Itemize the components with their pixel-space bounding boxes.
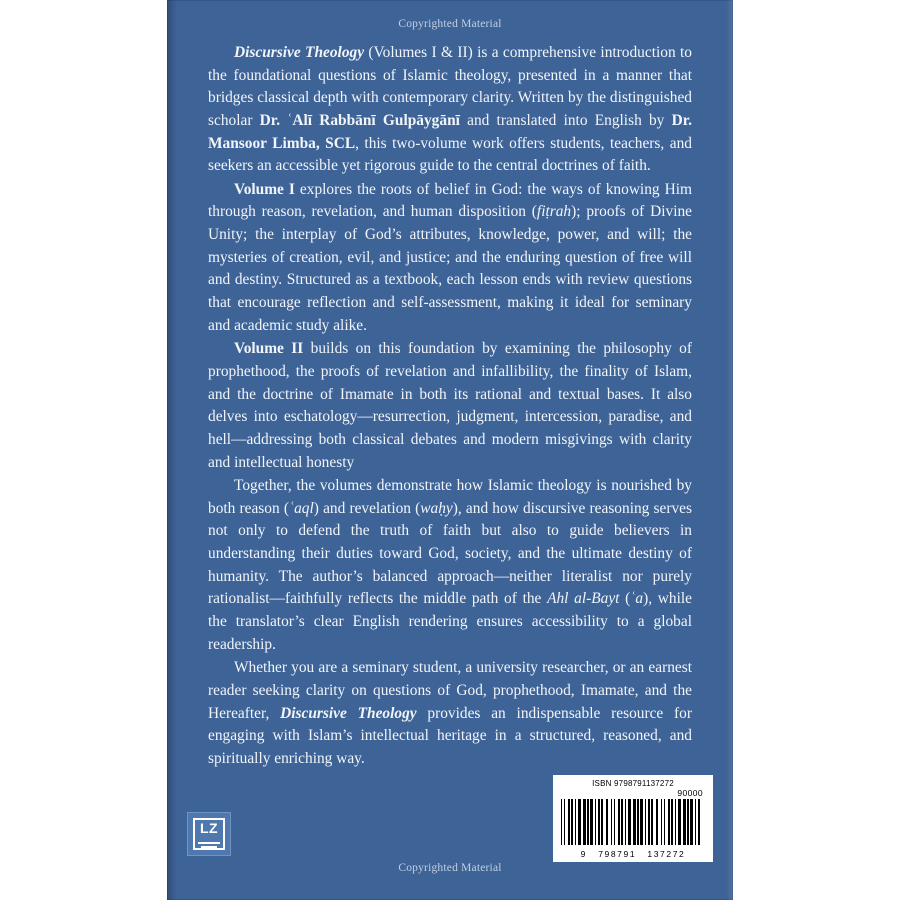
copyright-watermark-bottom: Copyrighted Material [398, 862, 502, 874]
logo-bar-upper [198, 842, 220, 844]
logo-bar-lower [201, 846, 217, 848]
barcode-price-code: 90000 [677, 788, 703, 798]
copyright-watermark-top: Copyrighted Material [398, 18, 502, 30]
blurb-paragraph-5: Whether you are a seminary student, a university researcher, or an earnest reader seeking clarity on questions of God, prophethood, Imamate, and the Hereafter, Discursive Theology provides an indispensable resource for engaging with Islam’s intellectual heritage in a structured, reasoned, and spiritually enriching way. [208, 659, 692, 767]
publisher-logo [187, 812, 231, 856]
logo-monogram: LZ [199, 820, 219, 836]
barcode-bars [561, 799, 705, 845]
book-back-cover [167, 0, 733, 900]
barcode-block [553, 775, 713, 862]
back-cover-blurb [208, 42, 692, 772]
blurb-paragraph-4: Together, the volumes demonstrate how Islamic theology is nourished by both reason (ʿaql) and revelation (waḥy), and how discursive reasoning serves not only to defend the truth of faith but also to guide believers in understanding their duties toward God, society, and the ultimate destiny of humanity. The author’s balanced approach—neither literalist nor purely rationalist—faithfully reflects the middle path of the Ahl al-Bayt (ʿa), while the translator’s clear English rendering ensures accessibility to a global readership. [208, 477, 692, 653]
barcode-isbn-label: ISBN 9798791137272 [592, 779, 674, 788]
barcode-digits: 9 798791 137272 [580, 849, 686, 859]
blurb-paragraph-2: Volume I explores the roots of belief in God: the ways of knowing Him through reason, revelation, and human disposition (fiṭrah); proofs of Divine Unity; the interplay of God’s attributes, knowledge, power, and will; the mysteries of creation, evil, and justice; and the enduring question of free will and destiny. Structured as a textbook, each lesson ends with review questions that encourage reflection and self-assessment, making it ideal for seminary and academic study alike. [208, 180, 692, 334]
blurb-paragraph-1: Discursive Theology (Volumes I & II) is a comprehensive introduction to the foundational questions of Islamic theology, presented in a manner that bridges classical depth with contemporary clarity. Written by the distinguished scholar Dr. ʿAlī Rabbānī Gulpāygānī and translated into English by Dr. Mansoor Limba, SCL, this two-volume work offers students, teachers, and seekers an accessible yet rigorous guide to the central doctrines of faith. [208, 44, 692, 175]
blurb-paragraph-3: Volume II builds on this foundation by examining the philosophy of prophethood, the proofs of revelation and infallibility, the finality of Islam, and the doctrine of Imamate in both its rational and textual bases. It also delves into eschatology—resurrection, judgment, intercession, paradise, and hell—addressing both classical debates and modern misgivings with clarity and intellectual honesty [208, 340, 692, 471]
